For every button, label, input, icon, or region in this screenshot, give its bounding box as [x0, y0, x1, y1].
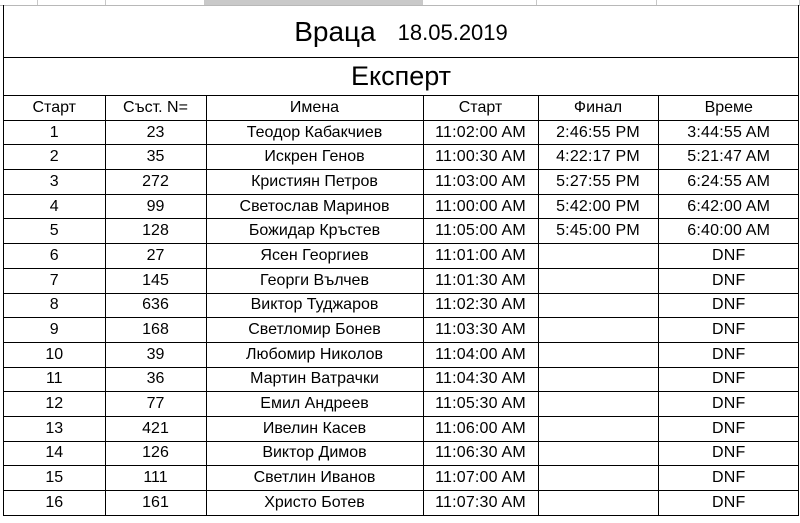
- table-row: [4, 318, 799, 343]
- title-row[interactable]: [4, 5, 798, 58]
- cell-place[interactable]: 9: [4, 318, 105, 343]
- cell-bib[interactable]: 168: [105, 318, 206, 343]
- table-row: [4, 120, 799, 145]
- cell-start[interactable]: 11:03:00 AM: [423, 170, 538, 195]
- cell-time[interactable]: DNF: [658, 491, 799, 516]
- cell-time[interactable]: DNF: [658, 318, 799, 343]
- cell-bib[interactable]: 145: [105, 268, 206, 293]
- cell-place[interactable]: 7: [4, 268, 105, 293]
- cell-finish[interactable]: [538, 318, 658, 343]
- cell-time[interactable]: 5:21:47 AM: [658, 145, 799, 170]
- cell-bib[interactable]: 77: [105, 392, 206, 417]
- table-row: [4, 268, 799, 293]
- cell-finish[interactable]: 5:45:00 PM: [538, 219, 658, 244]
- title-city: Враца: [294, 16, 376, 47]
- cell-finish[interactable]: 2:46:55 PM: [538, 120, 658, 145]
- cell-start[interactable]: 11:02:30 AM: [423, 293, 538, 318]
- cell-finish[interactable]: [538, 416, 658, 441]
- cell-bib[interactable]: 421: [105, 416, 206, 441]
- cell-bib[interactable]: 636: [105, 293, 206, 318]
- table-row: [4, 194, 799, 219]
- cell-place[interactable]: 6: [4, 244, 105, 269]
- cell-bib[interactable]: 36: [105, 367, 206, 392]
- column-header-place[interactable]: Старт: [4, 96, 105, 120]
- cell-time[interactable]: DNF: [658, 416, 799, 441]
- cell-finish[interactable]: [538, 491, 658, 516]
- cell-place[interactable]: 16: [4, 491, 105, 516]
- cell-name[interactable]: Светослав Маринов: [206, 194, 423, 219]
- cell-bib[interactable]: 126: [105, 441, 206, 466]
- cell-bib[interactable]: 39: [105, 342, 206, 367]
- table-row: [4, 145, 799, 170]
- cell-bib[interactable]: 128: [105, 219, 206, 244]
- cell-start[interactable]: 11:00:30 AM: [423, 145, 538, 170]
- cell-name[interactable]: Ивелин Касев: [206, 416, 423, 441]
- table-row: [4, 367, 799, 392]
- column-header-bib[interactable]: Съст. N=: [105, 96, 206, 120]
- cell-start[interactable]: 11:06:00 AM: [423, 416, 538, 441]
- cell-time[interactable]: 6:42:00 AM: [658, 194, 799, 219]
- table-row: [4, 342, 799, 367]
- cell-bib[interactable]: 23: [105, 120, 206, 145]
- cell-time[interactable]: DNF: [658, 466, 799, 491]
- table-row: [4, 441, 799, 466]
- column-header-start[interactable]: Старт: [423, 96, 538, 120]
- cell-name[interactable]: Мартин Ватрачки: [206, 367, 423, 392]
- cell-finish[interactable]: [538, 244, 658, 269]
- table-row: [4, 219, 799, 244]
- cell-place[interactable]: 10: [4, 342, 105, 367]
- cell-place[interactable]: 13: [4, 416, 105, 441]
- header-row: [4, 96, 799, 120]
- cell-start[interactable]: 11:03:30 AM: [423, 318, 538, 343]
- table-row: [4, 244, 799, 269]
- cell-finish[interactable]: 5:27:55 PM: [538, 170, 658, 195]
- cell-name[interactable]: Ясен Георгиев: [206, 244, 423, 269]
- title-date: 18.05.2019: [397, 20, 508, 45]
- cell-name[interactable]: Искрен Генов: [206, 145, 423, 170]
- cell-name[interactable]: Любомир Николов: [206, 342, 423, 367]
- cell-name[interactable]: Божидар Кръстев: [206, 219, 423, 244]
- category-title[interactable]: Експерт: [4, 58, 798, 96]
- cell-time[interactable]: DNF: [658, 244, 799, 269]
- table-row: [4, 293, 799, 318]
- cell-place[interactable]: 5: [4, 219, 105, 244]
- cell-place[interactable]: 15: [4, 466, 105, 491]
- column-header-time[interactable]: Време: [658, 96, 799, 120]
- table-row: [4, 170, 799, 195]
- cell-start[interactable]: 11:00:00 AM: [423, 194, 538, 219]
- table-row: [4, 491, 799, 516]
- cell-place[interactable]: 1: [4, 120, 105, 145]
- cell-place[interactable]: 3: [4, 170, 105, 195]
- cell-bib[interactable]: 111: [105, 466, 206, 491]
- cell-bib[interactable]: 161: [105, 491, 206, 516]
- column-header-finish[interactable]: Финал: [538, 96, 658, 120]
- cell-start[interactable]: 11:05:00 AM: [423, 219, 538, 244]
- table-row: [4, 416, 799, 441]
- cell-finish[interactable]: [538, 392, 658, 417]
- column-header-name[interactable]: Имена: [206, 96, 423, 120]
- cell-finish[interactable]: [538, 268, 658, 293]
- cell-name[interactable]: Светлин Иванов: [206, 466, 423, 491]
- cell-time[interactable]: 6:24:55 AM: [658, 170, 799, 195]
- cell-start[interactable]: 11:07:00 AM: [423, 466, 538, 491]
- cell-place[interactable]: 14: [4, 441, 105, 466]
- cell-finish[interactable]: [538, 367, 658, 392]
- results-sheet: [3, 5, 799, 516]
- cell-start[interactable]: 11:07:30 AM: [423, 491, 538, 516]
- cell-start[interactable]: 11:06:30 AM: [423, 441, 538, 466]
- cell-place[interactable]: 11: [4, 367, 105, 392]
- cell-time[interactable]: 6:40:00 AM: [658, 219, 799, 244]
- results-table: [4, 96, 799, 516]
- cell-time[interactable]: DNF: [658, 441, 799, 466]
- cell-bib[interactable]: 27: [105, 244, 206, 269]
- cell-time[interactable]: DNF: [658, 342, 799, 367]
- cell-finish[interactable]: 5:42:00 PM: [538, 194, 658, 219]
- cell-time[interactable]: DNF: [658, 293, 799, 318]
- cell-time[interactable]: DNF: [658, 392, 799, 417]
- cell-name[interactable]: Кристиян Петров: [206, 170, 423, 195]
- cell-finish[interactable]: [538, 293, 658, 318]
- cell-time[interactable]: DNF: [658, 268, 799, 293]
- cell-place[interactable]: 8: [4, 293, 105, 318]
- cell-name[interactable]: Теодор Кабакчиев: [206, 120, 423, 145]
- table-row: [4, 466, 799, 491]
- cell-finish[interactable]: [538, 441, 658, 466]
- table-row: [4, 392, 799, 417]
- cell-start[interactable]: 11:05:30 AM: [423, 392, 538, 417]
- cell-start[interactable]: 11:02:00 AM: [423, 120, 538, 145]
- cell-name[interactable]: Емил Андреев: [206, 392, 423, 417]
- cell-bib[interactable]: 272: [105, 170, 206, 195]
- cell-time[interactable]: DNF: [658, 367, 799, 392]
- cell-name[interactable]: Светломир Бонев: [206, 318, 423, 343]
- cell-finish[interactable]: [538, 342, 658, 367]
- cell-start[interactable]: 11:04:00 AM: [423, 342, 538, 367]
- cell-name[interactable]: Виктор Димов: [206, 441, 423, 466]
- cell-place[interactable]: 4: [4, 194, 105, 219]
- cell-start[interactable]: 11:01:00 AM: [423, 244, 538, 269]
- cell-start[interactable]: 11:01:30 AM: [423, 268, 538, 293]
- cell-bib[interactable]: 35: [105, 145, 206, 170]
- cell-bib[interactable]: 99: [105, 194, 206, 219]
- cell-name[interactable]: Виктор Туджаров: [206, 293, 423, 318]
- cell-finish[interactable]: 4:22:17 PM: [538, 145, 658, 170]
- cell-place[interactable]: 2: [4, 145, 105, 170]
- cell-finish[interactable]: [538, 466, 658, 491]
- cell-time[interactable]: 3:44:55 AM: [658, 120, 799, 145]
- cell-name[interactable]: Георги Вълчев: [206, 268, 423, 293]
- cell-place[interactable]: 12: [4, 392, 105, 417]
- cell-name[interactable]: Христо Ботев: [206, 491, 423, 516]
- cell-start[interactable]: 11:04:30 AM: [423, 367, 538, 392]
